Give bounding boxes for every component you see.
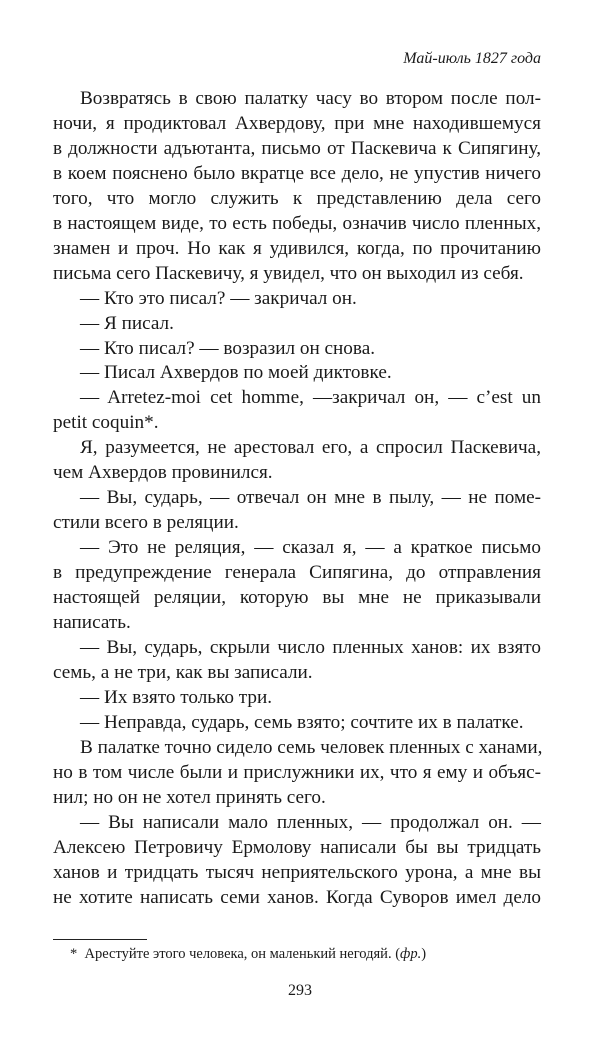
- paragraph: [53, 536, 541, 636]
- text-line: в предупреждение генерала Сипягина, до отправления: [53, 562, 541, 584]
- paragraph: [53, 87, 541, 287]
- paragraph: [53, 287, 541, 312]
- footnote: [70, 946, 426, 963]
- text-line: Алексею Петровичу Ермолову написали бы вы тридцать: [53, 836, 541, 858]
- paragraph: [53, 686, 541, 711]
- text-line: — Вы, сударь, — отвечал он мне в пылу, — не поме-: [80, 487, 541, 509]
- footnote-lang: фр.: [400, 946, 422, 962]
- running-head: Май-июль 1827 года: [403, 50, 541, 67]
- paragraph: [53, 811, 541, 911]
- text-line: настоящей реляции, которую вы мне не приказывали: [53, 587, 541, 609]
- paragraph: [53, 711, 541, 736]
- body-text: [53, 87, 541, 910]
- footnote-marker: *: [70, 946, 78, 962]
- text-line: — Кто это писал? — закричал он.: [80, 287, 357, 309]
- text-line: — Arretez-moi cet homme, —закричал он, — c’est un: [80, 387, 541, 409]
- text-line: — Их взято только три.: [80, 686, 273, 708]
- paragraph: [53, 636, 541, 686]
- text-line: не хотите написать семи ханов. Когда Суворов имел дело: [53, 886, 541, 908]
- footnote-close: ): [421, 946, 427, 962]
- text-line: — Вы, сударь, скрыли число пленных ханов: их взято: [80, 636, 541, 658]
- footnote-divider: [53, 939, 147, 940]
- text-line: — Вы написали мало пленных, — продолжал он. —: [80, 811, 541, 833]
- text-line: того, что могло служить к представлению дела сего: [53, 187, 541, 209]
- paragraph: [53, 337, 541, 362]
- paragraph: [53, 312, 541, 337]
- text-line: семь, а не три, как вы записали.: [53, 661, 313, 683]
- text-line: в настоящем виде, то есть победы, означив число пленных,: [53, 212, 541, 234]
- text-line: — Я писал.: [80, 312, 174, 334]
- paragraph: [53, 386, 541, 436]
- text-line: в коем пояснено было вкратце все дело, не упустив ничего: [53, 162, 541, 184]
- text-line: чем Ахвердов провинился.: [53, 462, 273, 484]
- text-line: в должности адъютанта, письмо от Паскевича к Сипягину,: [53, 137, 541, 159]
- page-number: 293: [288, 982, 312, 999]
- text-line: но в том числе были и прислужники их, что я ему и объяс-: [53, 761, 541, 783]
- text-line: ханов и тридцать тысяч неприятельского урона, а мне вы: [53, 861, 541, 883]
- paragraph: [53, 486, 541, 536]
- text-line: написать.: [53, 612, 131, 634]
- text-line: знамен и проч. Но как я удивился, когда, по прочитанию: [53, 237, 541, 259]
- text-line: ночи, я продиктовал Ахвердову, при мне находившемуся: [53, 112, 541, 134]
- text-line: стили всего в реляции.: [53, 512, 239, 534]
- text-line: письма сего Паскевичу, я увидел, что он выходил из себя.: [53, 262, 524, 284]
- text-line: — Это не реляция, — сказал я, — а краткое письмо: [80, 537, 541, 559]
- text-line: Я, разумеется, не арестовал его, а спросил Паскевича,: [80, 437, 541, 459]
- text-line: Возвратясь в свою палатку часу во втором после пол-: [80, 88, 541, 109]
- text-line: petit coquin*.: [53, 412, 159, 434]
- text-line: В палатке точно сидело семь человек пленных с ханами,: [80, 736, 543, 758]
- text-line: нил; но он не хотел принять сего.: [53, 786, 326, 808]
- text-line: — Неправда, сударь, семь взято; сочтите их в палатке.: [80, 711, 524, 733]
- paragraph: [53, 736, 541, 811]
- text-line: — Писал Ахвердов по моей диктовке.: [80, 362, 392, 384]
- paragraph: [53, 361, 541, 386]
- footnote-text: Арестуйте этого человека, он маленький негодяй. (: [84, 946, 401, 962]
- text-line: — Кто писал? — возразил он снова.: [80, 337, 376, 359]
- paragraph: [53, 436, 541, 486]
